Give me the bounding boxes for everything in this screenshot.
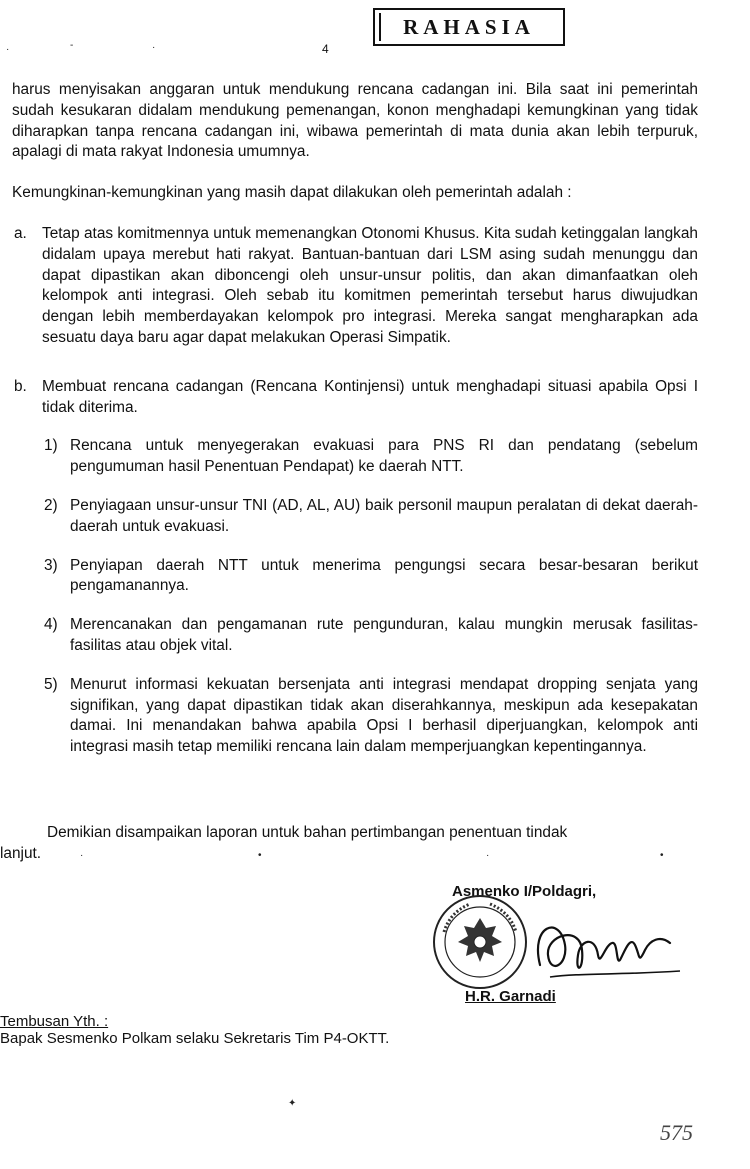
item-text: Membuat rencana cadangan (Rencana Kontinjensi) untuk menghadapi situasi apabila Opsi I tidak diterima. bbox=[42, 377, 698, 416]
official-seal-icon bbox=[430, 892, 530, 992]
item-text: Menurut informasi kekuatan bersenjata anti integrasi mendapat dropping senjata yang signifikan, yang dapat dipastikan tidak akan diserahkannya, meskipun ada kesepakatan damai. Ini menandakan bahwa apabila Opsi I berhasil diperjuangkan, kelompok anti integrasi masih tetap memiliki rencana lain dalam memperjuangkan kepentingannya. bbox=[70, 675, 698, 756]
item-label: a. bbox=[14, 224, 27, 242]
list-item bbox=[12, 436, 698, 478]
item-text: Penyiapan daerah NTT untuk menerima pengungsi secara besar-besaran berikut pengamanannya. bbox=[70, 556, 698, 595]
scan-speck: · bbox=[80, 850, 84, 861]
options-lead: Kemungkinan-kemungkinan yang masih dapat dilakukan oleh pemerintah adalah : bbox=[12, 184, 572, 202]
list-item-a bbox=[12, 224, 698, 349]
list-item bbox=[12, 556, 698, 598]
signatory-title: Asmenko I/Poldagri, bbox=[452, 883, 597, 900]
handwritten-page-mark: 575 bbox=[660, 1120, 693, 1145]
letter-body bbox=[12, 80, 698, 758]
item-text: Penyiagaan unsur-unsur TNI (AD, AL, AU) baik personil maupun peralatan di dekat daerah-daerah untuk evakuasi. bbox=[70, 496, 698, 535]
scan-speck: ✦ bbox=[288, 1098, 297, 1109]
scan-speck: • bbox=[258, 850, 262, 861]
item-label: 2) bbox=[44, 496, 58, 514]
scan-speck: · bbox=[6, 44, 10, 55]
item-label: 1) bbox=[44, 437, 58, 455]
signatory-name: H.R. Garnadi bbox=[465, 988, 556, 1005]
closing-paragraph bbox=[0, 823, 699, 865]
item-label: b. bbox=[14, 377, 27, 395]
list-item bbox=[12, 615, 698, 657]
item-text: Tetap atas komitmennya untuk memenangkan Otonomi Khusus. Kita sudah ketinggalan langkah didalam upaya merebut hati rakyat. Bantuan-bantuan dari LSM asing sudah menunggu dan dapat dipastikan akan diboncengi oleh unsur-unsur politis, dan akan dimanfaatkan oleh kelompok anti integrasi. Oleh sebab itu komitmen pemerintah tersebut harus diwujudkan dengan lebih memberdayakan kelompok pro integrasi. Mereka sangat mengharapkan ada sesuatu daya baru agar dapat melakukan Operasi Simpatik. bbox=[42, 224, 698, 346]
scan-speck: - bbox=[70, 40, 74, 51]
closing-line-1: Demikian disampaikan laporan untuk bahan pertimbangan penentuan tindak bbox=[47, 824, 568, 841]
item-label: 3) bbox=[44, 556, 58, 574]
handwritten-signature-icon bbox=[520, 905, 690, 995]
item-label: 5) bbox=[44, 675, 58, 693]
item-text: Rencana untuk menyegerakan evakuasi para PNS RI dan pendatang (sebelum pengumuman hasil Penentuan Pendapat) ke daerah NTT. bbox=[70, 437, 698, 476]
classification-stamp: RAHASIA bbox=[373, 8, 565, 46]
list-item-b bbox=[12, 377, 698, 419]
closing-line-2: lanjut. bbox=[0, 844, 42, 862]
list-item bbox=[12, 496, 698, 538]
page-number: 4 bbox=[322, 42, 329, 56]
scan-speck: · bbox=[152, 42, 156, 53]
item-label: 4) bbox=[44, 616, 58, 634]
scan-speck: • bbox=[660, 850, 664, 861]
item-text: Merencanakan dan pengamanan rute pengunduran, kalau mungkin merusak fasilitas-fasilitas atau objek vital. bbox=[70, 616, 698, 654]
scan-speck: · bbox=[486, 850, 490, 861]
list-item bbox=[12, 675, 698, 758]
copy-to-heading: Tembusan Yth. : bbox=[0, 1013, 109, 1030]
copy-to-recipient: Bapak Sesmenko Polkam selaku Sekretaris Tim P4-OKTT. bbox=[0, 1030, 390, 1047]
intro-paragraph: harus menyisakan anggaran untuk mendukung rencana cadangan ini. Bila saat ini pemerintah sudah kesukaran didalam mendukung pemenangan, konon menghadapi kemungkinan yang tidak diharapkan tanpa rencana cadangan ini, wibawa pemerintah di mata dunia akan lebih terpuruk, apalagi di mata rakyat Indonesia umumnya. bbox=[12, 81, 698, 161]
copy-to-section bbox=[0, 1013, 389, 1047]
